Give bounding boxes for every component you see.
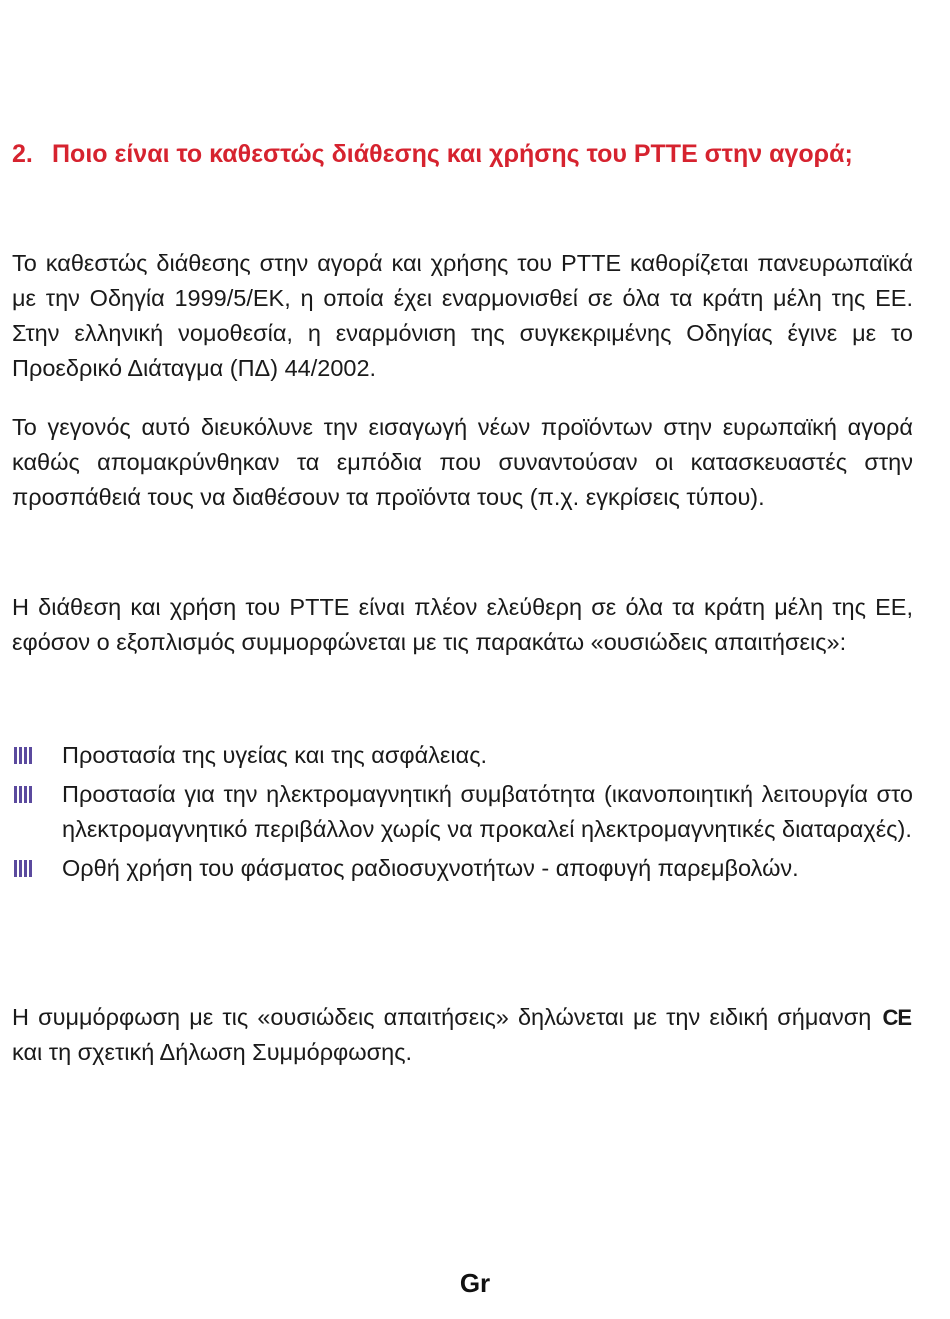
- list-item: [12, 777, 913, 847]
- language-page-tag: Gr: [459, 1268, 491, 1298]
- list-item: [12, 851, 913, 886]
- closing-text-start: Η συμμόρφωση με τις «ουσιώδεις απαιτήσεις» δηλώνεται με την ειδική σήμανση: [12, 1004, 872, 1030]
- section-number: 2.: [12, 140, 33, 168]
- list-item-text: Ορθή χρήση του φάσματος ραδιοσυχνοτήτων - αποφυγή παρεμβολών.: [62, 855, 799, 881]
- list-item: [12, 738, 913, 773]
- paragraph-market-impact: Το γεγονός αυτό διευκόλυνε την εισαγωγή νέων προϊόντων στην ευρωπαϊκή αγορά καθώς απομακρύνθηκαν τα εμπόδια που συναντούσαν οι κατασκευαστές στην προσπάθειά τους να διαθέσουν τα προϊόντα τους (π.χ. εγκρίσεις τύπου).: [12, 414, 913, 510]
- ce-mark: CE: [882, 1005, 911, 1030]
- paragraph-free-circulation: Η διάθεση και χρήση του PTTE είναι πλέον ελεύθερη σε όλα τα κράτη μέλη της ΕΕ, εφόσον ο εξοπλισμός συμμορφώνεται με τις παρακάτω «ουσιώδεις απαιτήσεις»:: [12, 594, 913, 655]
- striped-square-bullet-icon: [12, 851, 62, 886]
- closing-text-end: και τη σχετική Δήλωση Συμμόρφωσης.: [12, 1039, 413, 1065]
- striped-square-bullet-icon: [12, 777, 62, 812]
- striped-square-bullet-icon: [12, 738, 62, 773]
- essential-requirements-list: [12, 738, 913, 890]
- paragraph-legal-framework: Το καθεστώς διάθεσης στην αγορά και χρήσης του PTTE καθορίζεται πανευρωπαϊκά με την Οδηγία 1999/5/ΕΚ, η οποία έχει εναρμονισθεί σε όλα τα κράτη μέλη της ΕΕ. Στην ελληνική νομοθεσία, η εναρμόνιση της συγκεκριμένης Οδηγίας έγινε με το Προεδρικό Διάταγμα (ΠΔ) 44/2002.: [12, 250, 913, 381]
- list-item-text: Προστασία της υγείας και της ασφάλειας.: [62, 742, 488, 768]
- section-heading: [12, 137, 912, 171]
- section-title: Ποιο είναι το καθεστώς διάθεσης και χρήσης του PTTE στην αγορά;: [52, 140, 853, 168]
- list-item-text: Προστασία για την ηλεκτρομαγνητική συμβατότητα (ικανοποιητική λειτουργία στο ηλεκτρομαγνητικό περιβάλλον χωρίς να προκαλεί ηλεκτρομαγνητικές διαταραχές).: [62, 781, 913, 842]
- paragraph-conformity-marking: [12, 1000, 913, 1070]
